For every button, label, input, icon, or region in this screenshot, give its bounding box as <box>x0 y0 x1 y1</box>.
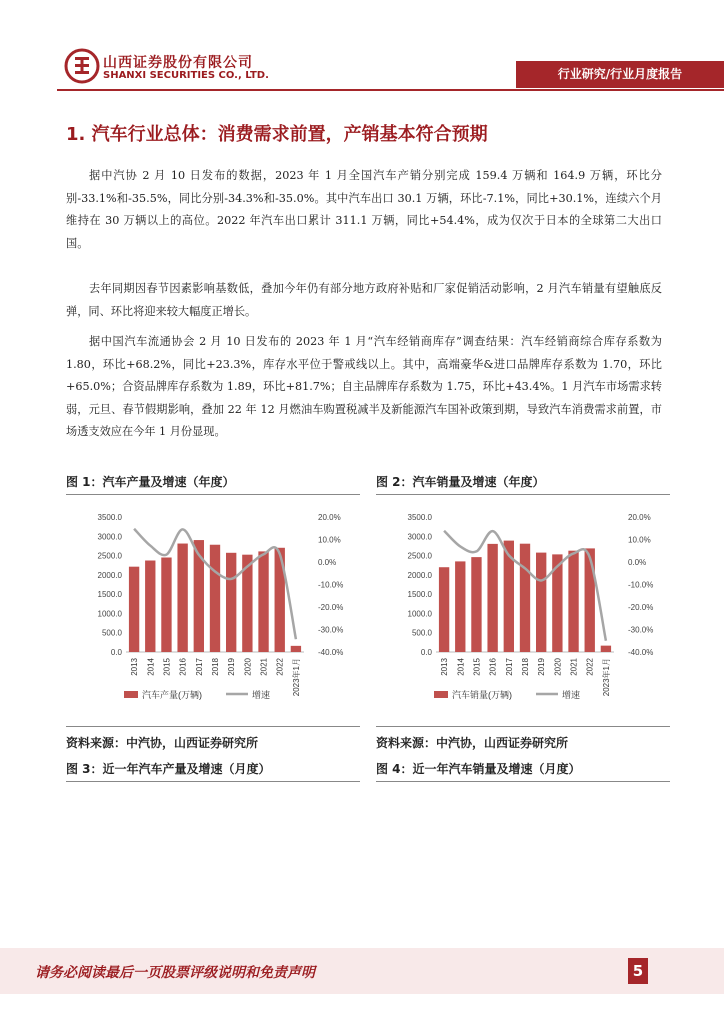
figure-2-caption: 图 2：汽车销量及增速（年度） <box>376 475 545 489</box>
x-tick-label: 2016 <box>178 658 188 676</box>
x-tick-label: 2021 <box>259 658 269 676</box>
figure-2-bottom-rule <box>376 726 670 727</box>
figure-2-chart <box>376 497 670 725</box>
figure-4-top-rule <box>376 781 670 782</box>
figure-1-chart <box>66 497 360 725</box>
x-tick-label: 2013 <box>440 658 450 676</box>
legend-label-bar: 汽车产量(万辆) <box>142 690 202 700</box>
footer-disclaimer: 请务必阅读最后一页股票评级说明和免责声明 <box>35 965 315 981</box>
y-tick-label: 1500.0 <box>407 590 432 600</box>
x-tick-label: 2017 <box>504 658 514 676</box>
bar <box>258 551 268 652</box>
paragraph-2: 去年同期因春节因素影响基数低，叠加今年仍有部分地方政府补贴和厂家促销活动影响，2 月汽车销量有望触底反弹，同、环比将迎来较大幅度正增长。 <box>66 282 662 318</box>
x-tick-label: 2017 <box>194 658 204 676</box>
paragraph-1: 据中汽协 2 月 10 日发布的数据，2023 年 1 月全国汽车产销分别完成 159.4 万辆和 164.9 万辆，环比分别-33.1%和-35.5%，同比分别-34.3%和-35.0%。其中汽车出口 30.1 万辆，环比-7.1%，同比+30.1%，连续六个月维持在 30 万辆以上的高位。2022 年汽车出口累计 311.1 万辆，同比+54.4%，成为仅次于日本的全球第二大出口国。 <box>66 169 662 250</box>
y2-tick-label: 0.0% <box>628 558 647 567</box>
y-tick-label: 2500.0 <box>407 551 432 561</box>
section-title: 1. 汽车行业总体：消费需求前置，产销基本符合预期 <box>66 124 488 145</box>
y2-tick-label: 20.0% <box>628 513 651 522</box>
figure-2-source: 资料来源：中汽协，山西证券研究所 <box>376 736 569 750</box>
y-tick-label: 500.0 <box>411 628 432 638</box>
x-tick-label: 2020 <box>243 658 253 676</box>
bar <box>455 561 465 652</box>
figure-1-top-rule <box>66 494 360 495</box>
y-tick-label: 3500.0 <box>97 513 122 522</box>
bar <box>439 567 449 652</box>
y-tick-label: 0.0 <box>420 648 432 657</box>
bar <box>226 553 236 652</box>
y-tick-label: 500.0 <box>101 628 122 638</box>
x-tick-label: 2022 <box>585 658 595 676</box>
page-number: 5 <box>628 958 648 984</box>
y2-tick-label: -40.0% <box>318 648 344 657</box>
figure-1-caption: 图 1：汽车产量及增速（年度） <box>66 475 235 489</box>
bar <box>568 551 578 652</box>
bar <box>210 545 220 652</box>
bar <box>145 561 155 652</box>
y-tick-label: 2500.0 <box>97 551 122 561</box>
y2-tick-label: -10.0% <box>318 580 344 590</box>
x-tick-label: 2013 <box>130 658 140 676</box>
figure-3-caption: 图 3：近一年汽车产量及增速（月度） <box>66 762 271 776</box>
bar <box>520 544 530 652</box>
figure-3-top-rule <box>66 781 360 782</box>
company-logo <box>64 48 100 84</box>
legend-label-line: 增速 <box>562 690 581 700</box>
x-tick-label: 2015 <box>472 658 482 676</box>
x-tick-label: 2019 <box>227 658 237 676</box>
company-name-en: SHANXI SECURITIES CO., LTD. <box>103 70 269 81</box>
legend-swatch-bar <box>434 691 448 698</box>
y2-tick-label: 10.0% <box>628 535 651 545</box>
y2-tick-label: -30.0% <box>318 625 344 635</box>
y2-tick-label: 0.0% <box>318 558 337 567</box>
bar <box>487 544 497 652</box>
bar <box>291 646 301 652</box>
bar <box>161 558 171 653</box>
y2-tick-label: -40.0% <box>628 648 654 657</box>
y2-tick-label: -10.0% <box>628 580 654 590</box>
x-tick-label: 2014 <box>456 658 466 676</box>
company-name-cn: 山西证券股份有限公司 <box>103 55 253 71</box>
y-tick-label: 3500.0 <box>407 513 432 522</box>
x-tick-label: 2020 <box>553 658 563 676</box>
x-tick-label: 2018 <box>521 658 530 676</box>
y-tick-label: 1500.0 <box>97 590 122 600</box>
bar <box>585 548 595 652</box>
bar <box>177 544 187 652</box>
y-tick-label: 2000.0 <box>97 570 122 580</box>
legend-label-bar: 汽车销量(万辆) <box>452 690 512 700</box>
legend-swatch-bar <box>124 691 138 698</box>
figure-2-top-rule <box>376 494 670 495</box>
x-tick-label: 2018 <box>211 658 220 676</box>
x-tick-label: 2014 <box>146 658 156 676</box>
x-tick-label: 2019 <box>537 658 547 676</box>
y-tick-label: 1000.0 <box>407 609 432 619</box>
bar <box>536 553 546 652</box>
y-tick-label: 1000.0 <box>97 609 122 619</box>
y2-tick-label: 10.0% <box>318 535 341 545</box>
figure-4-caption: 图 4：近一年汽车销量及增速（月度） <box>376 762 581 776</box>
x-tick-label: 2022 <box>275 658 285 676</box>
y-tick-label: 2000.0 <box>407 570 432 580</box>
y2-tick-label: 20.0% <box>318 513 341 522</box>
figure-1-source: 资料来源：中汽协，山西证券研究所 <box>66 736 259 750</box>
bar <box>129 567 139 652</box>
bar <box>471 557 481 652</box>
y2-tick-label: -20.0% <box>318 603 344 612</box>
bar <box>601 646 611 652</box>
bar <box>194 540 204 652</box>
header-divider <box>57 89 724 91</box>
y2-tick-label: -20.0% <box>628 603 654 612</box>
x-tick-label: 2023年1月 <box>291 658 301 697</box>
x-tick-label: 2021 <box>569 658 579 676</box>
paragraph-3: 据中国汽车流通协会 2 月 10 日发布的 2023 年 1 月“汽车经销商库存”调查结果：汽车经销商综合库存系数为 1.80，环比+68.2%，同比+23.3%，库存水平位于警戒线以上。其中，高端豪华&进口品牌库存系数为 1.70，环比+65.0%；合资品牌库存系数为 1.89，环比+81.7%；自主品牌库存系数为 1.75，环比+43.4%。1 月汽车市场需求转弱，元旦、春节假期影响，叠加 22 年 12 月燃油车购置税减半及新能源汽车国补政策到期，导致汽车消费需求前置，市场透支效应在今年 1 月份显现。 <box>66 335 662 438</box>
y-tick-label: 3000.0 <box>97 532 122 542</box>
report-type-label: 行业研究/行业月度报告 <box>557 67 683 81</box>
y-tick-label: 0.0 <box>110 648 122 657</box>
x-tick-label: 2015 <box>162 658 172 676</box>
x-tick-label: 2023年1月 <box>601 658 611 697</box>
x-tick-label: 2016 <box>488 658 498 676</box>
y2-tick-label: -30.0% <box>628 625 654 635</box>
figure-1-bottom-rule <box>66 726 360 727</box>
y-tick-label: 3000.0 <box>407 532 432 542</box>
legend-label-line: 增速 <box>252 690 271 700</box>
